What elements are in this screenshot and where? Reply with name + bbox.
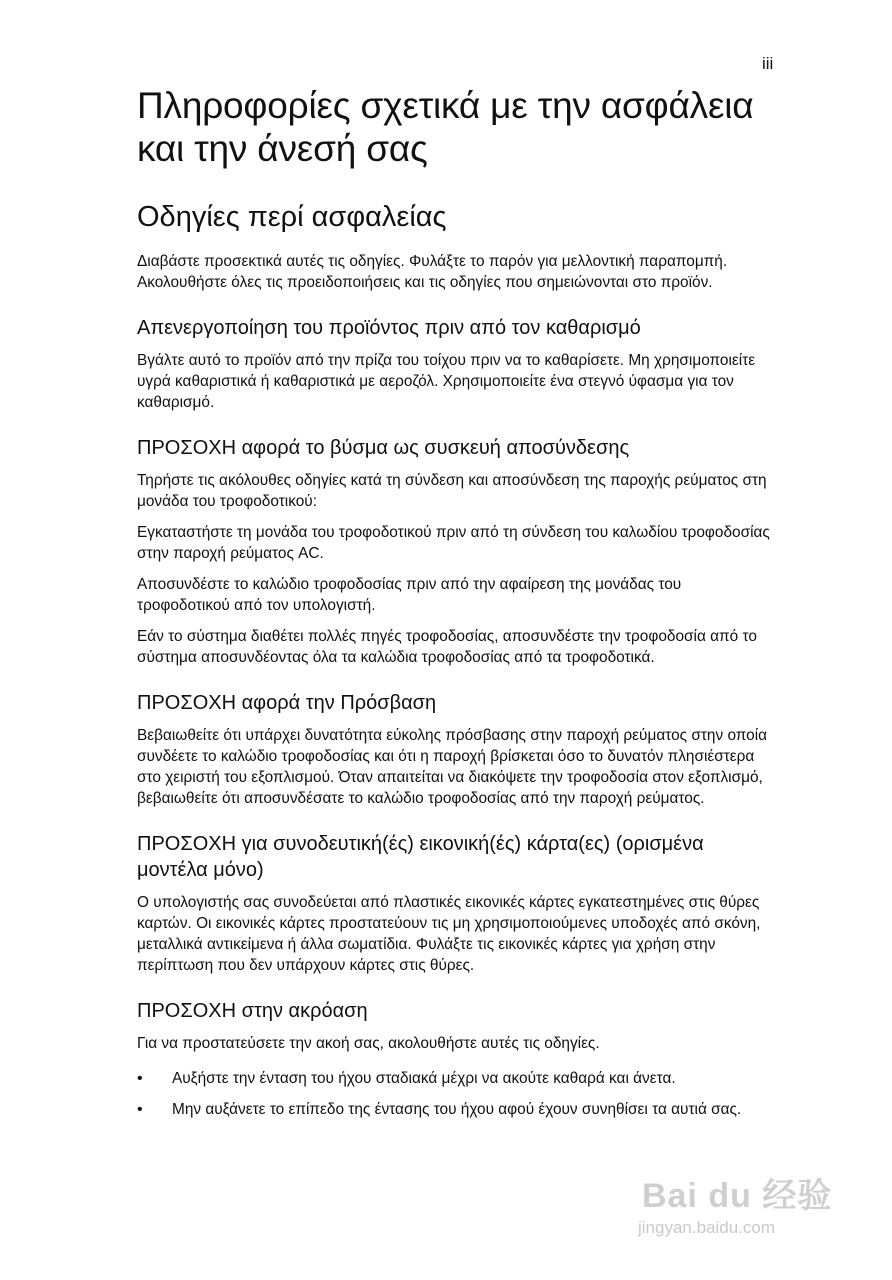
section-title: Οδηγίες περί ασφαλείας <box>137 201 447 233</box>
heading-dummy-cards: ΠΡΟΣΟΧΗ για συνοδευτική(ές) εικονική(ές) κάρτα(ες) (ορισμένα μοντέλα μόνο) <box>137 833 704 881</box>
document-body <box>137 84 777 1126</box>
hearing-bullet-list <box>137 1064 777 1124</box>
list-item <box>137 1095 777 1124</box>
watermark-url: jingyan.baidu.com <box>638 1218 776 1237</box>
page-number: iii <box>762 54 774 73</box>
paragraph-cleaning: Βγάλτε αυτό το προϊόν από την πρίζα του τοίχου πριν να το καθαρίσετε. Μη χρησιμοποιείτε υγρά καθαριστικά ή καθαριστικά με αεροζόλ. Χρησιμοποιείτε ένα στεγνό ύφασμα για τον καθαρισμό. <box>137 352 756 411</box>
heading-access: ΠΡΟΣΟΧΗ αφορά την Πρόσβαση <box>137 692 437 714</box>
list-item-text: Αυξήστε την ένταση του ήχου σταδιακά μέχρι να ακούτε καθαρά και άνετα. <box>172 1070 676 1087</box>
heading-cleaning: Απενεργοποίηση του προϊόντος πριν από τον καθαρισμό <box>137 317 641 339</box>
paragraph-plug-3: Αποσυνδέστε το καλώδιο τροφοδοσίας πριν από την αφαίρεση της μονάδας του τροφοδοτικού από τον υπολογιστή. <box>137 576 682 614</box>
baidu-watermark <box>630 1150 845 1245</box>
heading-hearing: ΠΡΟΣΟΧΗ στην ακρόαση <box>137 1000 368 1022</box>
bullet-icon: • <box>137 1070 143 1087</box>
list-item <box>137 1064 777 1093</box>
list-item-text: Μην αυξάνετε το επίπεδο της έντασης του ήχου αφού έχουν συνηθίσει τα αυτιά σας. <box>172 1101 742 1118</box>
intro-paragraph: Διαβάστε προσεκτικά αυτές τις οδηγίες. Φυλάξτε το παρόν για μελλοντική παραπομπή. Ακολουθήστε όλες τις προειδοποιήσεις και τις οδηγίες που σημειώνονται στο προϊόν. <box>137 253 728 291</box>
watermark-logo: Bai du 经验 <box>642 1177 833 1215</box>
paragraph-plug-4: Εάν το σύστημα διαθέτει πολλές πηγές τροφοδοσίας, αποσυνδέστε την τροφοδοσία από το σύστημα αποσυνδέοντας όλα τα καλώδια τροφοδοσίας από τα τροφοδοτικά. <box>137 628 757 666</box>
page-title: Πληροφορίες σχετικά με την ασφάλεια και την άνεσή σας <box>137 85 754 169</box>
paragraph-plug-2: Εγκαταστήστε τη μονάδα του τροφοδοτικού πριν από τη σύνδεση του καλωδίου τροφοδοσίας στην παροχή ρεύματος AC. <box>137 524 770 562</box>
bullet-icon: • <box>137 1101 143 1118</box>
paragraph-hearing: Για να προστατεύσετε την ακοή σας, ακολουθήστε αυτές τις οδηγίες. <box>137 1035 600 1052</box>
paragraph-access: Βεβαιωθείτε ότι υπάρχει δυνατότητα εύκολης πρόσβασης στην παροχή ρεύματος στην οποία συνδέετε το καλώδιο τροφοδοσίας και ότι η παροχή βρίσκεται όσο το δυνατόν πλησιέστερα στο χειριστή του εξοπλισμού. Όταν απαιτείται να διακόψετε την τροφοδοσία στον εξοπλισμό, βεβαιωθείτε ότι αποσυνδέσατε το καλώδιο τροφοδοσίας από την παροχή ρεύματος. <box>137 727 768 807</box>
paragraph-dummy-cards: Ο υπολογιστής σας συνοδεύεται από πλαστικές εικονικές κάρτες εγκατεστημένες στις θύρες καρτών. Οι εικονικές κάρτες προστατεύουν τις μη χρησιμοποιούμενες υποδοχές από σκόνη, μεταλλικά αντικείμενα ή άλλα σωματίδια. Φυλάξτε τις εικονικές κάρτες για χρήση στην περίπτωση που δεν υπάρχουν κάρτες στις θύρες. <box>137 894 761 974</box>
heading-plug-disconnect: ΠΡΟΣΟΧΗ αφορά το βύσμα ως συσκευή αποσύνδεσης <box>137 437 630 459</box>
paragraph-plug-1: Τηρήστε τις ακόλουθες οδηγίες κατά τη σύνδεση και αποσύνδεση της παροχής ρεύματος στη μονάδα του τροφοδοτικού: <box>137 472 767 510</box>
